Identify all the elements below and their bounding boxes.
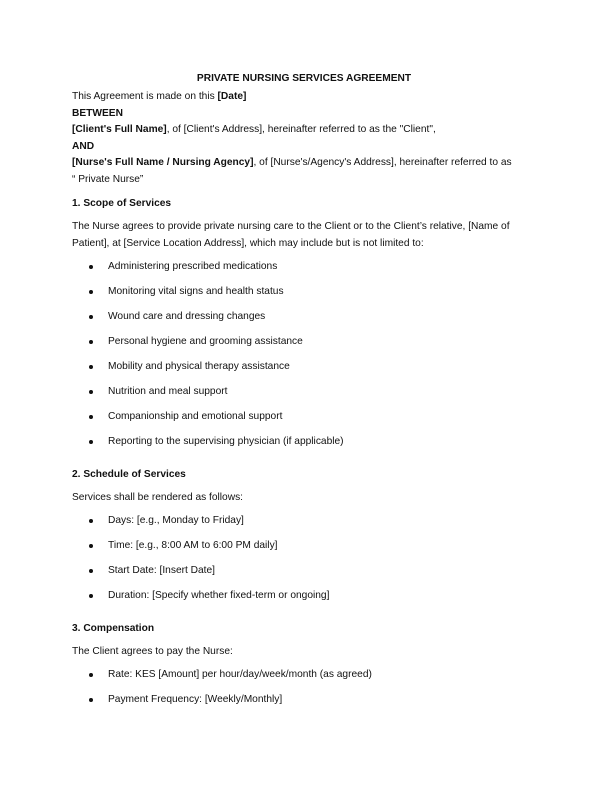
bullet-icon <box>89 390 93 394</box>
bullet-icon <box>89 290 93 294</box>
bullet-icon <box>89 594 93 598</box>
list-item-text: Reporting to the supervising physician (if applicable) <box>108 436 344 447</box>
list-item-text: Mobility and physical therapy assistance <box>108 361 290 372</box>
client-party-line <box>72 122 542 139</box>
section-heading-schedule: 2. Schedule of Services <box>72 469 186 480</box>
bullet-icon <box>89 315 93 319</box>
list-item-text: Payment Frequency: [Weekly/Monthly] <box>108 694 283 705</box>
nurse-party-details: , of [Nurse's/Agency's Address], hereinafter referred to as <box>253 157 512 168</box>
list-item-text: Companionship and emotional support <box>108 411 283 422</box>
bullet-icon <box>89 569 93 573</box>
bullet-icon <box>89 415 93 419</box>
list-item <box>72 384 542 409</box>
list-item <box>72 334 542 359</box>
section-text-schedule: Services shall be rendered as follows: <box>72 492 244 503</box>
section-text-compensation: The Client agrees to pay the Nurse: <box>72 646 233 657</box>
section-heading-scope: 1. Scope of Services <box>72 198 172 209</box>
bullet-icon <box>89 265 93 269</box>
bullet-icon <box>89 544 93 548</box>
nurse-alias-line: “ Private Nurse” <box>72 173 144 185</box>
nurse-name-placeholder: [Nurse's Full Name / Nursing Agency] <box>72 157 254 168</box>
agreement-date-line <box>72 89 542 106</box>
list-item-text: Personal hygiene and grooming assistance <box>108 336 303 347</box>
list-item-text: Monitoring vital signs and health status <box>108 286 284 297</box>
compensation-bullet-list <box>72 667 542 717</box>
list-item <box>72 513 542 538</box>
client-party-details: , of [Client's Address], hereinafter referred to as the "Client", <box>166 124 436 135</box>
list-item <box>72 409 542 434</box>
list-item <box>72 667 542 692</box>
list-item-text: Start Date: [Insert Date] <box>108 565 216 576</box>
and-label: AND <box>72 140 95 152</box>
list-item-text: Duration: [Specify whether fixed-term or ongoing] <box>108 590 330 601</box>
bullet-icon <box>89 519 93 523</box>
bullet-icon <box>89 698 93 702</box>
list-item-text: Administering prescribed medications <box>108 261 278 272</box>
agreement-date-placeholder: [Date] <box>217 91 247 102</box>
schedule-bullet-list <box>72 513 542 613</box>
list-item-text: Days: [e.g., Monday to Friday] <box>108 515 244 526</box>
bullet-icon <box>89 440 93 444</box>
list-item-text: Time: [e.g., 8:00 AM to 6:00 PM daily] <box>108 540 278 551</box>
list-item <box>72 259 542 284</box>
bullet-icon <box>89 340 93 344</box>
list-item <box>72 563 542 588</box>
list-item <box>72 284 542 309</box>
list-item <box>72 309 542 334</box>
list-item-text: Nutrition and meal support <box>108 386 228 397</box>
list-item <box>72 434 542 459</box>
bullet-icon <box>89 365 93 369</box>
list-item <box>72 359 542 384</box>
list-item <box>72 692 542 717</box>
list-item-text: Wound care and dressing changes <box>108 311 266 322</box>
section-heading-compensation: 3. Compensation <box>72 623 155 634</box>
nurse-party-line <box>72 155 542 172</box>
list-item <box>72 538 542 563</box>
list-item <box>72 588 542 613</box>
bullet-icon <box>89 673 93 677</box>
agreement-date-prefix: This Agreement is made on this <box>72 91 218 102</box>
section-text-scope: The Nurse agrees to provide private nursing care to the Client or to the Client’s relative, [Name of Patient], at [Service Location Address], which may include but is not limited to: <box>72 221 510 249</box>
between-label: BETWEEN <box>72 107 123 119</box>
list-item-text: Rate: KES [Amount] per hour/day/week/month (as agreed) <box>108 669 372 680</box>
document-title: PRIVATE NURSING SERVICES AGREEMENT <box>196 73 412 84</box>
client-name-placeholder: [Client's Full Name] <box>72 124 167 135</box>
document-body <box>72 72 542 717</box>
scope-bullet-list <box>72 259 542 459</box>
